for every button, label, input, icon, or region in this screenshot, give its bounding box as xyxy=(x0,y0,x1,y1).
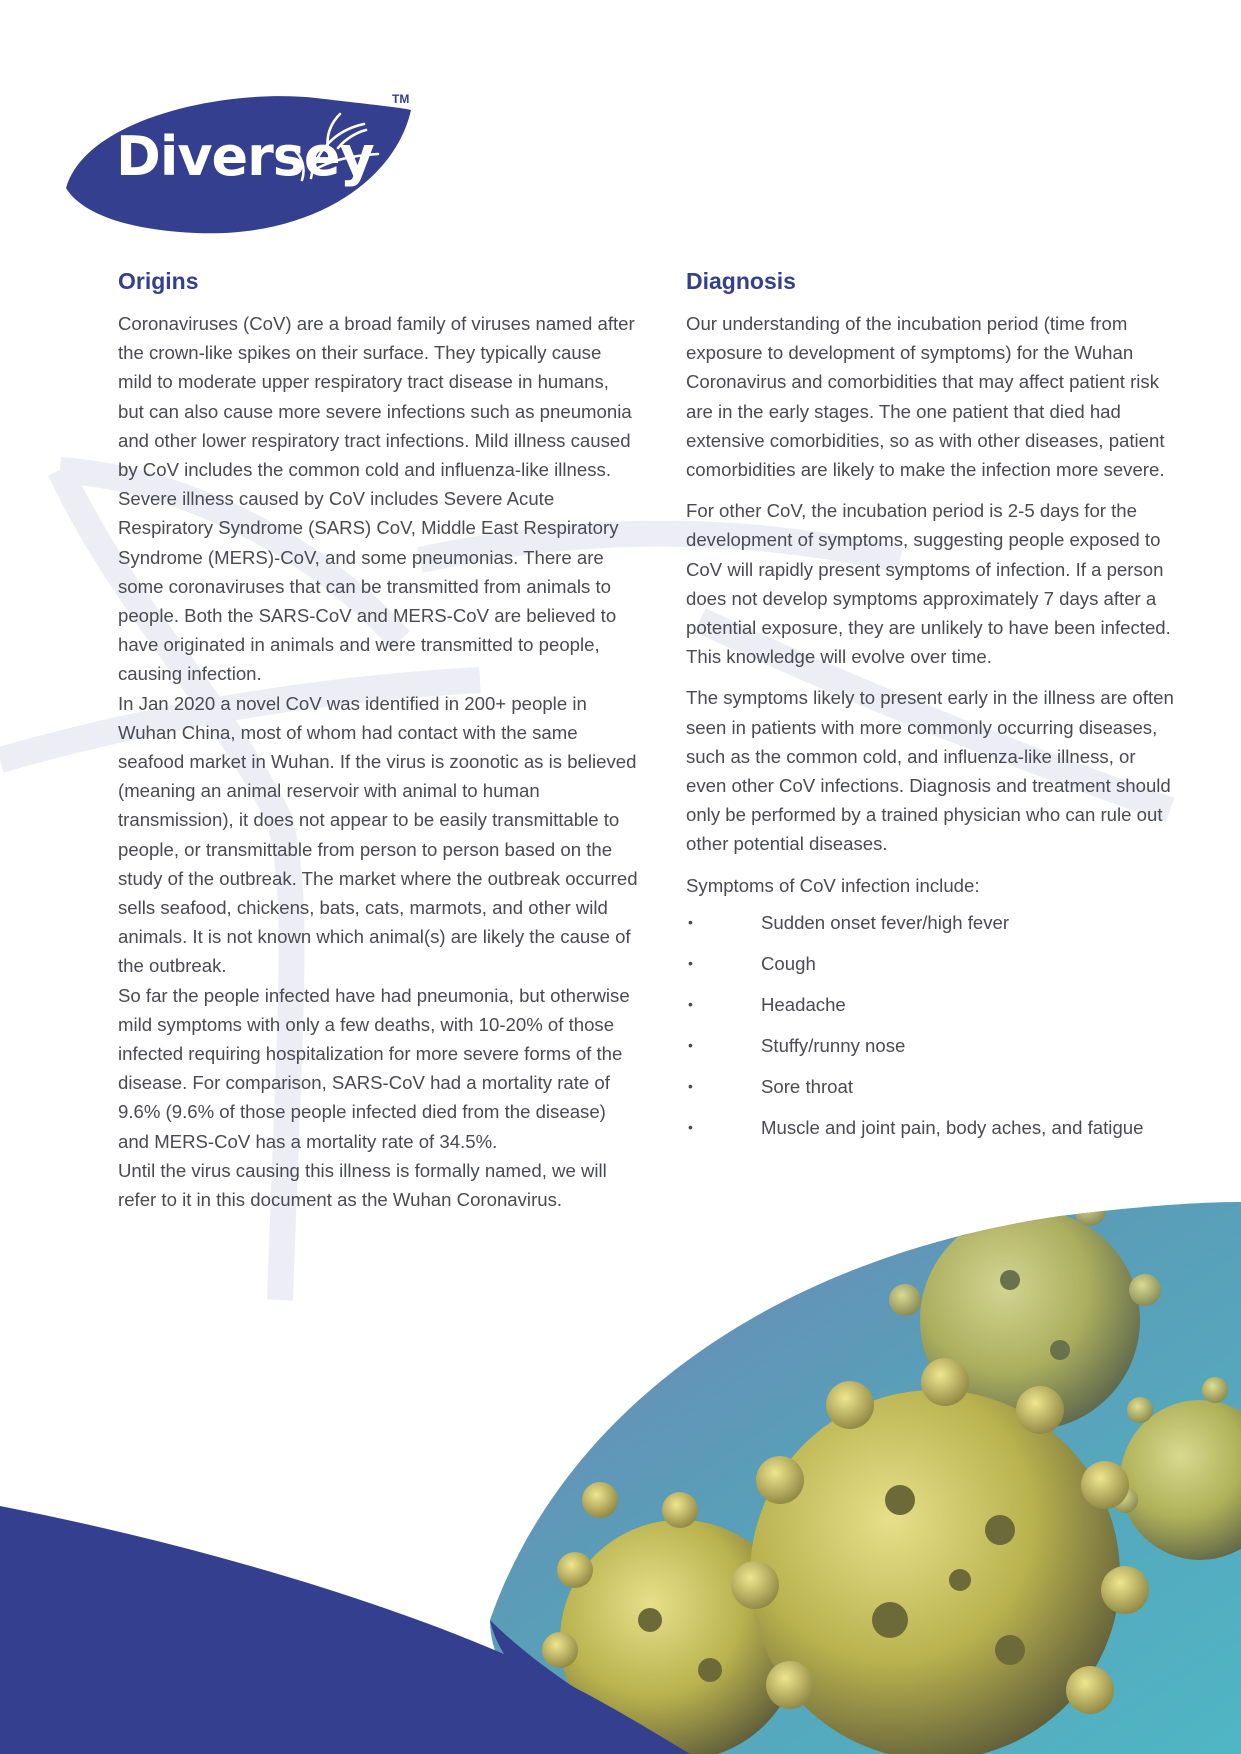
symptoms-list xyxy=(686,908,1176,1154)
bullet-icon: • xyxy=(688,954,693,971)
symptom-text: Stuffy/runny nose xyxy=(761,1034,906,1056)
symptom-text: Cough xyxy=(761,952,816,974)
symptom-text: Sore throat xyxy=(761,1075,853,1097)
logo-wordmark: Diversey xyxy=(116,125,374,188)
symptom-item xyxy=(686,1031,1176,1072)
origins-paragraph: In Jan 2020 a novel CoV was identified in 200+ people in Wuhan China, most of whom had contact with the same seafood market in Wuhan. If the virus is zoonotic as is believed (meaning an animal reservoir with animal to human transmission), it does not appear to be easily transmittable to people, or transmittable from person to person based on the study of the outbreak. The market where the outbreak occurred sells seafood, chickens, bats, cats, marmots, and other wild animals. It is not known which animal(s) are likely the cause of the outbreak. xyxy=(118,692,638,977)
origins-heading: Origins xyxy=(118,268,199,294)
origins-paragraph: Until the virus causing this illness is formally named, we will refer to it in this document as the Wuhan Coronavirus. xyxy=(118,1159,607,1211)
symptom-text: Muscle and joint pain, body aches, and fatigue xyxy=(761,1116,1144,1138)
symptom-item xyxy=(686,990,1176,1031)
bullet-icon: • xyxy=(688,1118,693,1135)
bullet-icon: • xyxy=(688,1036,693,1053)
symptom-text: Sudden onset fever/high fever xyxy=(761,911,1010,933)
symptom-item xyxy=(686,949,1176,990)
symptom-item xyxy=(686,1072,1176,1113)
diagnosis-paragraph: The symptoms likely to present early in the illness are often seen in patients with more commonly occurring diseases, such as the common cold, and influenza-like illness, or even other CoV infections. Diagnosis and treatment should only be performed by a trained physician who can rule out other potential diseases. xyxy=(686,687,1174,855)
symptoms-intro: Symptoms of CoV infection include: xyxy=(686,874,980,896)
origins-section xyxy=(118,268,638,1214)
symptom-item xyxy=(686,1113,1176,1154)
diagnosis-paragraph: Our understanding of the incubation period (time from exposure to development of symptoms) for the Wuhan Coronavirus and comorbidities that may affect patient risk are in the early stages. The one patient that died had extensive comorbidities, so as with other diseases, patient comorbidities are likely to make the infection more severe. xyxy=(686,313,1165,481)
diagnosis-section xyxy=(686,268,1176,1154)
diagnosis-paragraph: For other CoV, the incubation period is 2-5 days for the development of symptoms, suggesting people exposed to CoV will rapidly present symptoms of infection. If a person does not develop symptoms approximately 7 days after a potential exposure, they are unlikely to have been infected. This knowledge will evolve over time. xyxy=(686,500,1171,668)
trademark-symbol: TM xyxy=(392,92,410,106)
origins-paragraph: So far the people infected have had pneumonia, but otherwise mild symptoms with only a few deaths, with 10-20% of those infected requiring hospitalization for more severe forms of the disease. For comparison, SARS-CoV had a mortality rate of 9.6% (9.6% of those people infected died from the disease) and MERS-CoV has a mortality rate of 34.5%. xyxy=(118,984,630,1152)
bullet-icon: • xyxy=(688,913,693,930)
symptom-item xyxy=(686,908,1176,949)
symptom-text: Headache xyxy=(761,993,846,1015)
bullet-icon: • xyxy=(688,1077,693,1094)
origins-paragraph: Coronaviruses (CoV) are a broad family of viruses named after the crown-like spikes on their surface. They typically cause mild to moderate upper respiratory tract disease in humans, but can also cause more severe infections such as pneumonia and other lower respiratory tract infections. Mild illness caused by CoV includes the common cold and influenza-like illness. Severe illness caused by CoV includes Severe Acute Respiratory Syndrome (SARS) CoV, Middle East Respiratory Syndrome (MERS)-CoV, and some pneumonias. There are some coronaviruses that can be transmitted from animals to people. Both the SARS-CoV and MERS-CoV are believed to have originated in animals and were transmitted to people, causing infection. xyxy=(118,313,635,685)
diagnosis-heading: Diagnosis xyxy=(686,268,796,294)
bullet-icon: • xyxy=(688,995,693,1012)
diversey-logo xyxy=(66,88,426,238)
coronavirus-illustration xyxy=(0,1200,1241,1754)
